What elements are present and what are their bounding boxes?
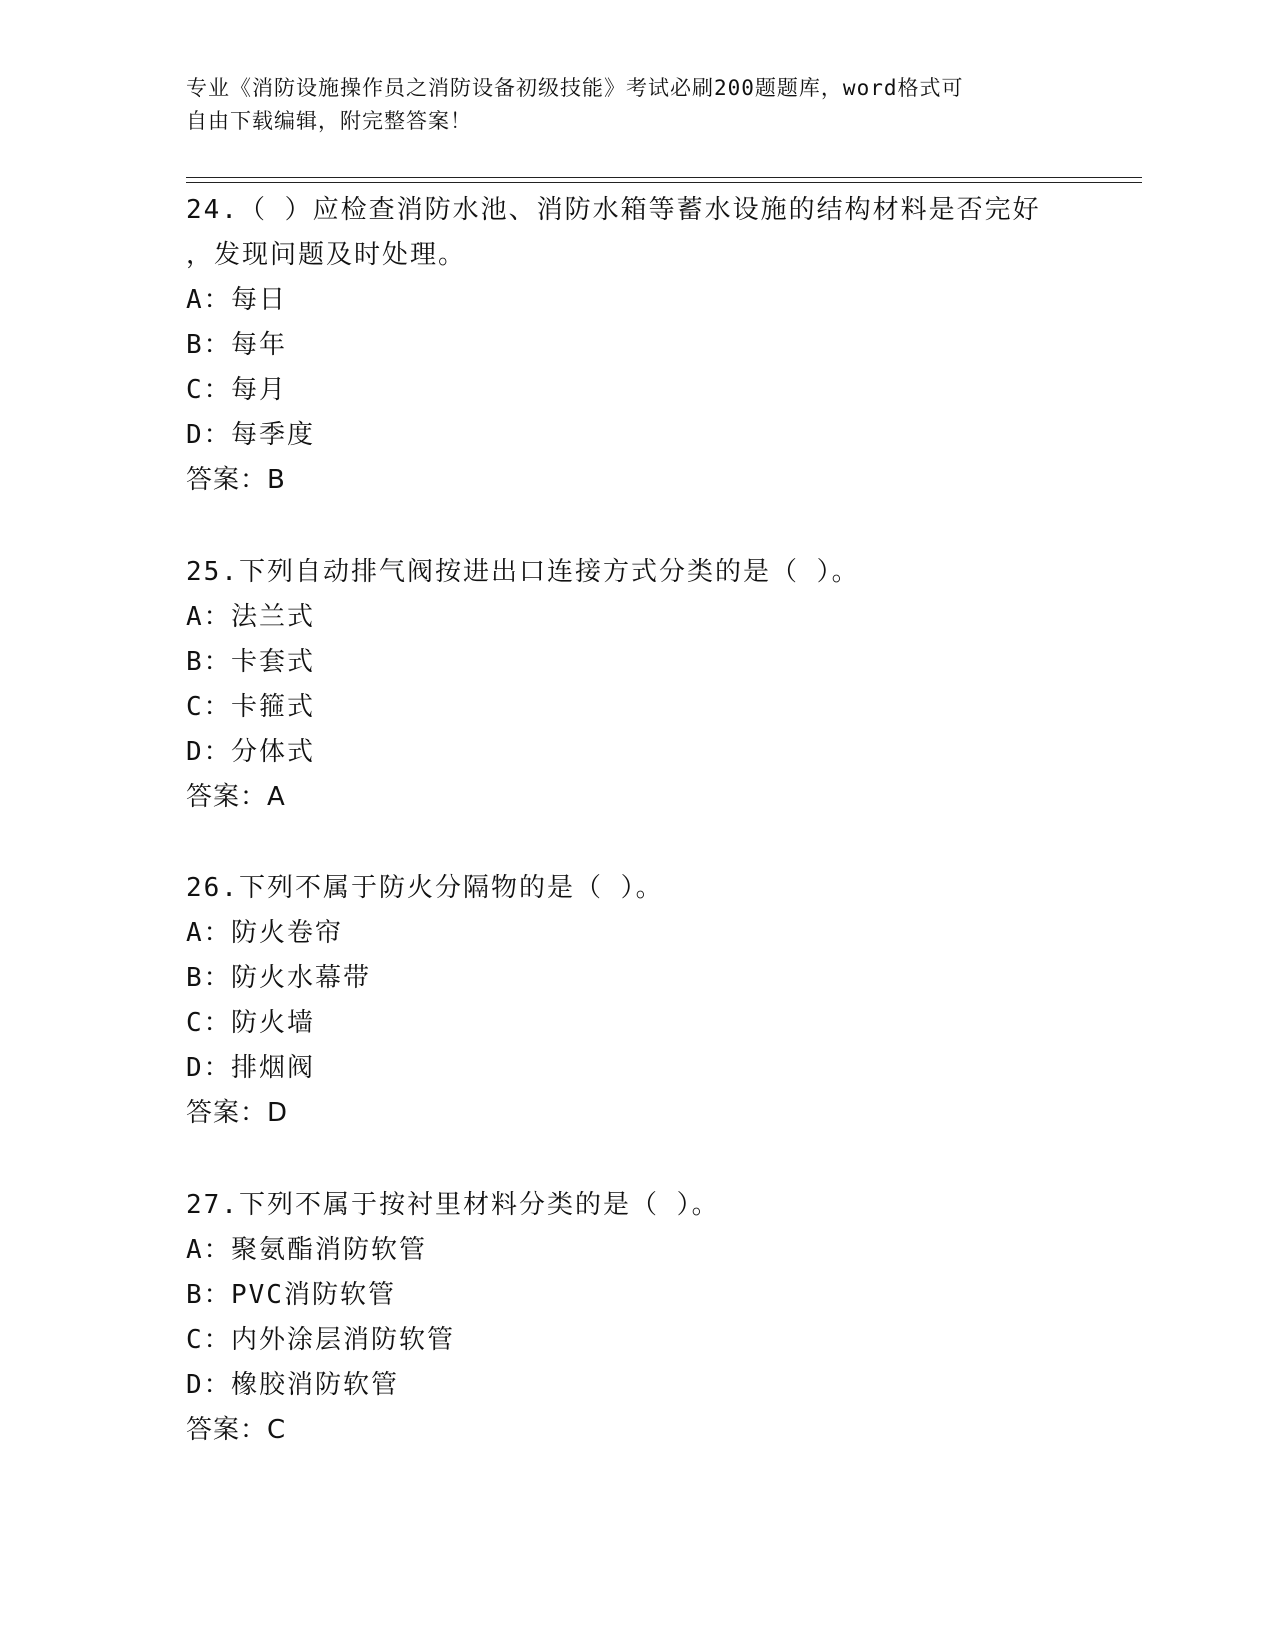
- option-text: 分体式: [231, 737, 316, 767]
- option-a: [186, 1228, 1086, 1273]
- question-27: [186, 1183, 1086, 1453]
- option-key: D：: [186, 1053, 232, 1083]
- option-c: [186, 685, 1086, 730]
- option-text: 卡箍式: [231, 692, 316, 722]
- option-text: PVC消防软管: [231, 1280, 396, 1310]
- option-key: D：: [186, 420, 232, 450]
- question-24: [186, 188, 1086, 503]
- option-c: [186, 1001, 1086, 1046]
- option-key: A：: [186, 1235, 232, 1265]
- option-key: D：: [186, 737, 232, 767]
- option-key: C：: [186, 1008, 232, 1038]
- option-c: [186, 368, 1086, 413]
- option-key: B：: [186, 963, 232, 993]
- option-text: 每日: [231, 285, 288, 315]
- option-c: [186, 1318, 1086, 1363]
- option-key: C：: [186, 692, 232, 722]
- option-key: B：: [186, 647, 232, 677]
- answer-line: 答案：D: [186, 1098, 289, 1128]
- option-text: 每季度: [231, 420, 316, 450]
- option-key: D：: [186, 1370, 232, 1400]
- option-a: [186, 278, 1086, 323]
- option-b: [186, 956, 1086, 1001]
- option-key: B：: [186, 1280, 232, 1310]
- option-b: [186, 640, 1086, 685]
- option-d: [186, 1046, 1086, 1091]
- option-text: 橡胶消防软管: [231, 1370, 400, 1400]
- option-text: 法兰式: [231, 602, 316, 632]
- option-key: A：: [186, 285, 232, 315]
- option-text: 每年: [231, 330, 288, 360]
- option-text: 每月: [231, 375, 288, 405]
- header-divider-bottom: [186, 182, 1142, 183]
- option-key: A：: [186, 918, 232, 948]
- option-b: [186, 323, 1086, 368]
- option-a: [186, 911, 1086, 956]
- answer-line: 答案：B: [186, 465, 286, 495]
- option-d: [186, 730, 1086, 775]
- header-line-1: 专业《消防设施操作员之消防设备初级技能》考试必刷200题题库，word格式可: [186, 76, 964, 100]
- question-text-line-1: 24.（ ）应检查消防水池、消防水箱等蓄水设施的结构材料是否完好: [186, 195, 1041, 225]
- document-header: [186, 72, 1086, 138]
- question-text-line-2: ，发现问题及时处理。: [186, 240, 467, 270]
- question-25: [186, 550, 1086, 820]
- option-key: C：: [186, 375, 232, 405]
- option-key: A：: [186, 602, 232, 632]
- option-a: [186, 595, 1086, 640]
- option-text: 聚氨酯消防软管: [231, 1235, 428, 1265]
- question-text-line-1: 25.下列自动排气阀按进出口连接方式分类的是（ ）。: [186, 557, 860, 587]
- option-text: 防火卷帘: [231, 918, 344, 948]
- option-d: [186, 413, 1086, 458]
- option-text: 排烟阀: [231, 1053, 316, 1083]
- question-text-line-1: 26.下列不属于防火分隔物的是（ ）。: [186, 873, 664, 903]
- option-text: 防火水幕带: [231, 963, 372, 993]
- option-text: 防火墙: [231, 1008, 316, 1038]
- option-b: [186, 1273, 1086, 1318]
- answer-line: 答案：C: [186, 1415, 287, 1445]
- header-divider-top: [186, 177, 1142, 178]
- question-26: [186, 866, 1086, 1136]
- option-key: B：: [186, 330, 232, 360]
- option-text: 卡套式: [231, 647, 316, 677]
- option-key: C：: [186, 1325, 232, 1355]
- option-d: [186, 1363, 1086, 1408]
- option-text: 内外涂层消防软管: [231, 1325, 456, 1355]
- question-text-line-1: 27.下列不属于按衬里材料分类的是（ ）。: [186, 1190, 720, 1220]
- answer-line: 答案：A: [186, 782, 286, 812]
- header-line-2: 自由下载编辑，附完整答案！: [186, 109, 472, 133]
